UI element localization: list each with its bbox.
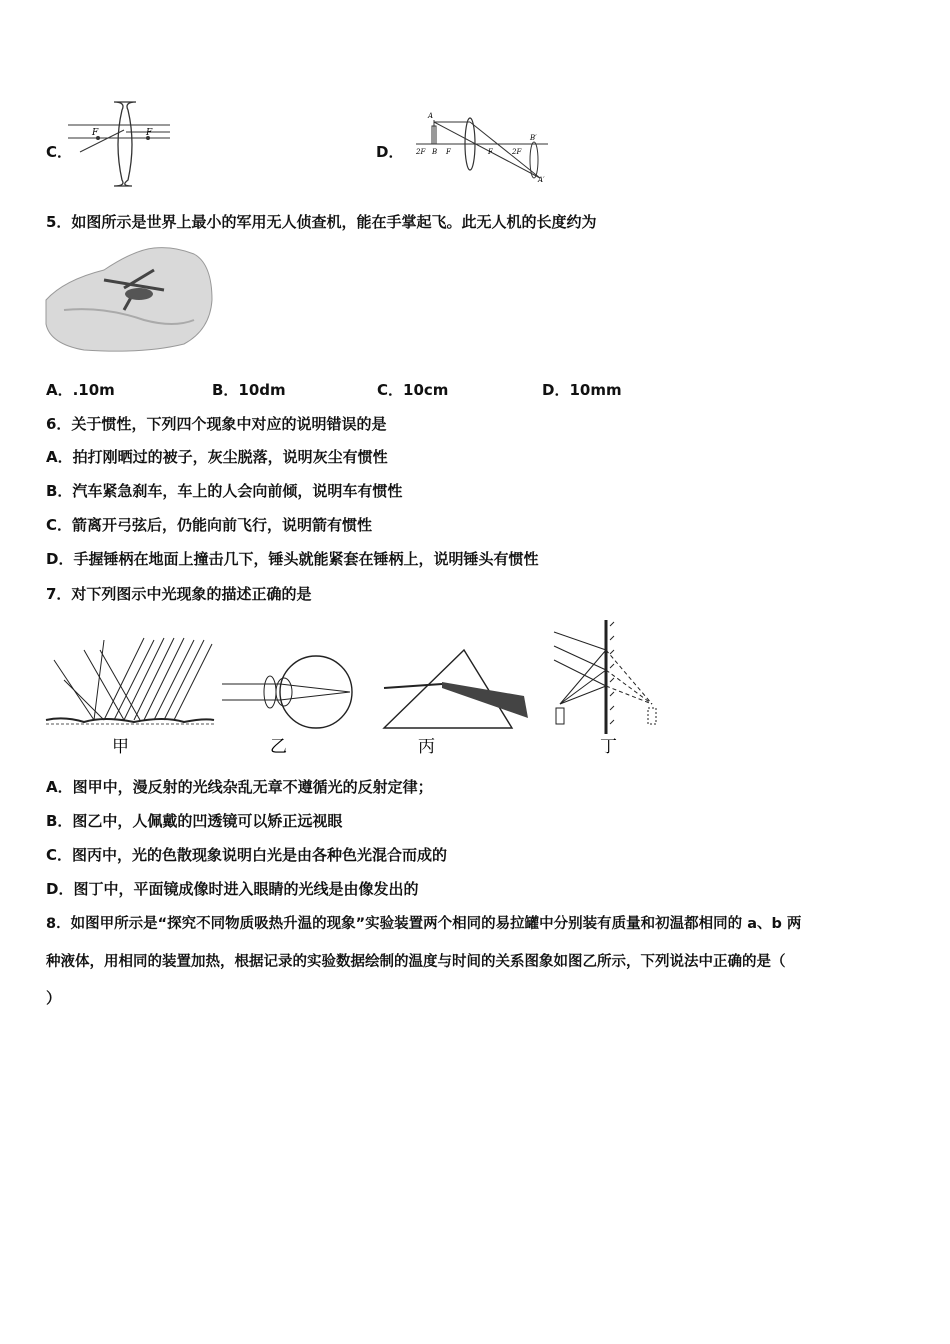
focus-label: F xyxy=(146,128,153,138)
q4-option-d-label: D． xyxy=(376,143,404,161)
figure-label-bing: 丙 xyxy=(418,737,435,757)
point-label: F xyxy=(446,148,451,156)
eye-lens-figure xyxy=(222,656,352,728)
plane-mirror-figure xyxy=(554,620,656,734)
q6-option-a: A．拍打刚晒过的被子，灰尘脱落，说明灰尘有惯性 xyxy=(46,448,388,466)
q7-option-c: C．图丙中，光的色散现象说明白光是由各种色光混合而成的 xyxy=(46,846,448,864)
point-label: B′ xyxy=(530,134,537,142)
figure-label-ding: 丁 xyxy=(600,737,617,757)
q5-option-a: A．.10m xyxy=(46,381,115,399)
convex-lens-imaging-diagram xyxy=(412,108,552,186)
q6-option-c: C．箭离开弓弦后，仍能向前飞行，说明箭有惯性 xyxy=(46,516,373,534)
prism-figure xyxy=(384,650,528,728)
q7-stem: 7．对下列图示中光现象的描述正确的是 xyxy=(46,585,312,603)
hand-drone-photo xyxy=(44,240,214,355)
diffuse-reflection-figure xyxy=(46,638,214,724)
point-label: F xyxy=(488,148,493,156)
q6-stem: 6．关于惯性，下列四个现象中对应的说明错误的是 xyxy=(46,415,387,433)
concave-lens-diagram xyxy=(66,100,176,188)
q5-option-d: D．10mm xyxy=(542,381,622,399)
q7-option-d: D．图丁中，平面镜成像时进入眼睛的光线是由像发出的 xyxy=(46,880,419,898)
figure-label-yi: 乙 xyxy=(270,737,287,757)
q8-stem-line2: 种液体，用相同的装置加热，根据记录的实验数据绘制的温度与时间的关系图象如图乙所示，下列说法中正确的是（ xyxy=(46,954,786,970)
point-label: A xyxy=(428,112,434,120)
q5-option-c: C．10cm xyxy=(377,381,449,399)
q5-option-b: B．10dm xyxy=(212,381,286,399)
point-label: A′ xyxy=(538,176,545,184)
figure-label-jia: 甲 xyxy=(112,737,129,757)
q7-option-a: A．图甲中，漫反射的光线杂乱无章不遵循光的反射定律； xyxy=(46,778,433,796)
point-label: B xyxy=(432,148,438,156)
q8-stem-line1: 8．如图甲所示是“探究不同物质吸热升温的现象”实验装置两个相同的易拉罐中分别装有质量和初温都相同的 a、b 两 xyxy=(46,916,802,932)
q5-stem: 5．如图所示是世界上最小的军用无人侦查机，能在手掌起飞。此无人机的长度约为 xyxy=(46,213,597,231)
q7-option-b: B．图乙中，人佩戴的凹透镜可以矫正远视眼 xyxy=(46,812,343,830)
q4-option-c-label: C． xyxy=(46,143,73,161)
q6-option-d: D．手握锤柄在地面上撞击几下，锤头就能紧套在锤柄上，说明锤头有惯性 xyxy=(46,550,539,568)
point-label: 2F xyxy=(512,148,522,156)
point-label: 2F xyxy=(416,148,426,156)
focus-label: F xyxy=(92,128,99,138)
q8-stem-line3: ） xyxy=(46,989,62,1007)
light-phenomena-figures xyxy=(44,620,660,760)
q6-option-b: B．汽车紧急刹车，车上的人会向前倾，说明车有惯性 xyxy=(46,482,403,500)
